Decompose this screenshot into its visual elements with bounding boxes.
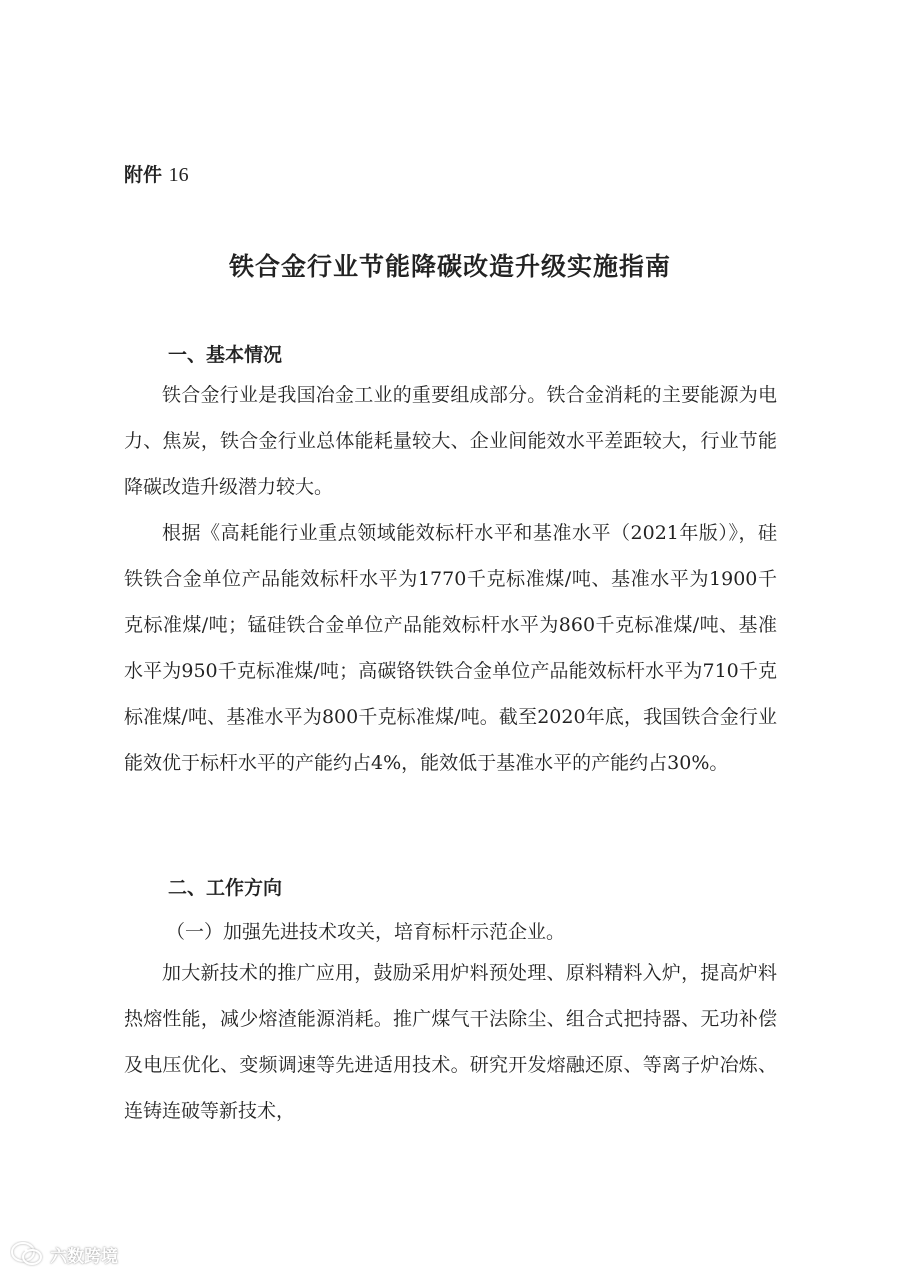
- watermark: [10, 1240, 118, 1268]
- watermark-text: 六数跨境: [50, 1246, 118, 1267]
- paragraph-technology: 加大新技术的推广应用，鼓励采用炉料预处理、原料精料入炉，提高炉料热熔性能，减少熔渣能源消耗。推广煤气干法除尘、组合式把持器、无功补偿及电压优化、变频调速等先进适用技术。研究开发熔融还原、等离子炉冶炼、连铸连破等新技术，: [124, 962, 777, 1122]
- attachment-label: [124, 160, 189, 187]
- paragraph-intro: 铁合金行业是我国冶金工业的重要组成部分。铁合金消耗的主要能源为电力、焦炭，铁合金行业总体能耗量较大、企业间能效水平差距较大，行业节能降碳改造升级潜力较大。: [124, 384, 777, 498]
- section-heading-basic: 一、基本情况: [168, 344, 283, 366]
- attachment-label-text: 附件: [124, 164, 163, 186]
- document-title: 铁合金行业节能降碳改造升级实施指南: [228, 252, 671, 281]
- subsection-heading: （一）加强先进技术攻关，培育标杆示范企业。: [166, 921, 566, 943]
- wechat-logo-icon: [10, 1241, 44, 1267]
- section-heading-direction: 二、工作方向: [168, 877, 283, 899]
- paragraph-benchmark: 根据《高耗能行业重点领域能效标杆水平和基准水平（2021年版）》，硅铁铁合金单位产品能效标杆水平为1770千克标准煤/吨、基准水平为1900千克标准煤/吨；锰硅铁合金单位产品能效标杆水平为860千克标准煤/吨、基准水平为950千克标准煤/吨；高碳铬铁铁合金单位产品能效标杆水平为710千克标准煤/吨、基准水平为800千克标准煤/吨。截至2020年底，我国铁合金行业能效优于标杆水平的产能约占4%，能效低于基准水平的产能约占30%。: [124, 522, 777, 774]
- attachment-number: 16: [168, 164, 189, 186]
